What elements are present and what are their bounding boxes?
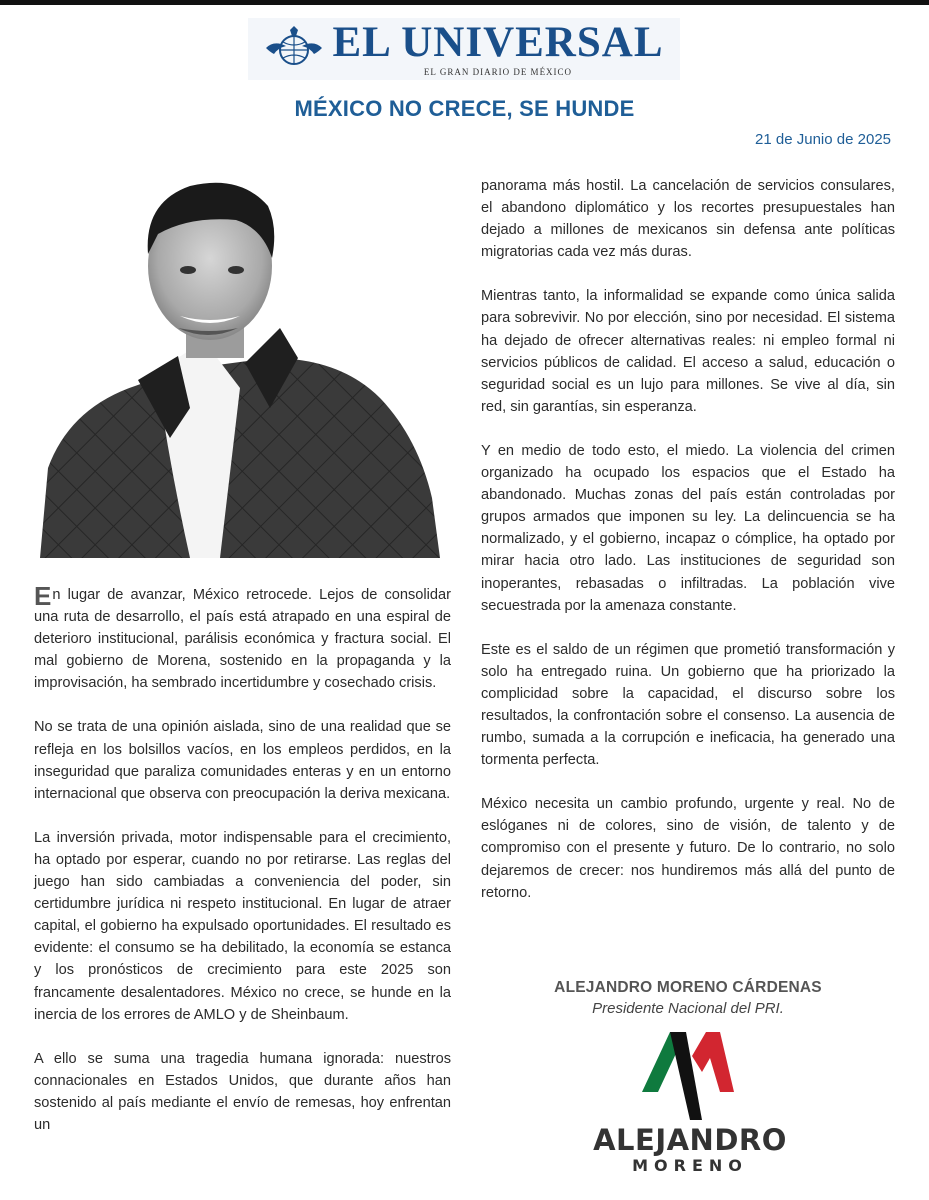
article-paragraph: panorama más hostil. La cancelación de servicios consulares, el abandono diplomático y los recortes presupuestales han dejado a millones de mexicanos sin defensa ante políticas migratorias cada vez más duras. (481, 178, 895, 261)
drop-cap: E (34, 581, 52, 611)
masthead (248, 18, 680, 80)
article-paragraph-text: n lugar de avanzar, México retrocede. Lejos de consolidar una ruta de desarrollo, el país está atrapado en una espiral de deterioro institucional, parálisis económica y fractura social. El mal gobierno de Morena, sostenido en la propaganda y la improvisación, ha sembrado incertidumbre y cosechado crisis. (34, 587, 451, 692)
top-rule (0, 0, 929, 5)
eagle-globe-icon (264, 26, 324, 72)
article-paragraph: Este es el saldo de un régimen que prometió transformación y solo ha entregado ruina. Un gobierno que ha priorizado la complicidad sobre la capacidad, el discurso sobre los resultados, la confrontación sobre el consenso. La ausencia de rumbo, sumada a la corrupción e ineficacia, ha generado una tormenta perfecta. (481, 641, 895, 769)
footer-logo-first-name: ALEJANDRO (593, 1123, 787, 1157)
article-column-right (481, 175, 895, 926)
author-photo (40, 158, 442, 558)
article-paragraph: México necesita un cambio profundo, urgente y real. No de eslóganes ni de colores, sino de visión, de talento y de compromiso con el presente y futuro. De lo contrario, no solo dejaremos de crecer: nos hundiremos más allá del punto de retorno. (481, 796, 895, 901)
masthead-tagline: EL GRAN DIARIO DE MÉXICO (423, 67, 573, 77)
footer-logo-last-name: MORENO (632, 1156, 748, 1175)
signature-name: ALEJANDRO MORENO CÁRDENAS (554, 979, 822, 996)
signature-title: Presidente Nacional del PRI. (592, 1000, 784, 1017)
article-column-left (34, 581, 451, 1158)
article-paragraph: Y en medio de todo esto, el miedo. La violencia del crimen organizado ha ocupado los espacios que el Estado ha abandonado. Muchas zonas del país están controladas por grupos armados que imponen su ley. La delincuencia se ha normalizado, y el gobierno, incapaz o cómplice, ha optado por mirar hacia otro lado. Las instituciones de seguridad son inoperantes, rebasadas o infiltradas. La población vive secuestrada por la amenaza constante. (481, 442, 895, 614)
masthead-brand: EL UNIVERSAL (332, 19, 664, 66)
am-monogram-logo-icon (640, 1028, 736, 1124)
article-headline: MÉXICO NO CRECE, SE HUNDE (294, 96, 635, 121)
article-paragraph: No se trata de una opinión aislada, sino de una realidad que se refleja en los bolsillos vacíos, en los empleos perdidos, en la inseguridad que paraliza comunidades enteras y en un entorno internacional que observa con preocupación la deriva mexicana. (34, 719, 451, 802)
article-date: 21 de Junio de 2025 (755, 131, 891, 148)
article-paragraph (34, 581, 451, 694)
article-paragraph: La inversión privada, motor indispensable para el crecimiento, ha optado por esperar, cuando no por retirarse. Las reglas del juego han sido cambiadas a conveniencia del poder, sin certidumbre jurídica ni respeto institucional. En lugar de atraer capital, el gobierno ha expulsado oportunidades. El resultado es evidente: el consumo se ha debilitado, la economía se estanca y los pronósticos de crecimiento para este 2025 son francamente desalentadores. México no crece, se hunde en la inercia de los errores de AMLO y de Sheinbaum. (34, 829, 451, 1023)
article-paragraph: Mientras tanto, la informalidad se expande como única salida para sobrevivir. No por elección, sino por necesidad. El sistema ha dejado de ofrecer alternativas reales: ni empleo formal ni servicios públicos de calidad. El acceso a salud, educación o seguridad social es un lujo para millones. Se vive al día, sin red, sin garantías, sin esperanza. (481, 288, 895, 415)
article-paragraph: A ello se suma una tragedia humana ignorada: nuestros connacionales en Estados Unidos, que durante años han sostenido al país mediante el envío de remesas, hoy enfrentan un (34, 1050, 451, 1133)
